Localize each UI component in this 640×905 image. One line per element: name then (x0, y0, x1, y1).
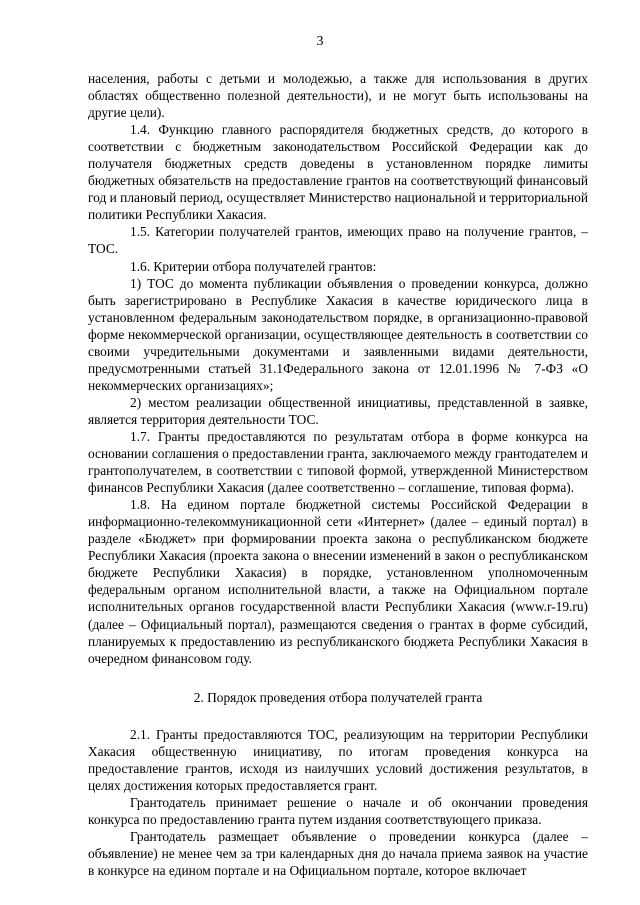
paragraph-1-6-item-2: 2) местом реализации общественной инициативы, представленной в заявке, является территория деятельности ТОС. (88, 394, 588, 427)
page-number: 3 (316, 34, 324, 49)
paragraph-1-8: 1.8. На едином портале бюджетной системы Российской Федерации в информационно-телекоммуникационной сети «Интернет» (далее – единый портал) в разделе «Бюджет» при формировании проекта закона о республиканском бюджете Республики Хакасия (проекта закона о внесении изменений в закон о республиканском бюджете Республики Хакасия) в порядке, установленном уполномоченным федеральным органом исполнительной власти, а также на Официальном портале исполнительных органов государственной власти Республики Хакасия (www.r-19.ru) (далее – Официальный портал), размещаются сведения о грантах в форме субсидий, планируемых к предоставлению из республиканского бюджета Республики Хакасия в очередном финансовом году. (88, 497, 588, 666)
paragraph-2-1: 2.1. Гранты предоставляются ТОС, реализующим на территории Республики Хакасия общественную инициативу, по итогам проведения конкурса на предоставление грантов, исходя из наилучших условий достижения результатов, в целях достижения которых предоставляется грант. (88, 726, 588, 793)
section-2-heading: 2. Порядок проведения отбора получателей гранта (193, 689, 483, 705)
document-body (88, 70, 588, 879)
paragraph-1-7: 1.7. Гранты предоставляются по результатам отбора в форме конкурса на основании соглашения о предоставлении гранта, заключаемого между грантодателем и грантополучателем, в соответствии с типовой формой, утвержденной Министерством финансов Республики Хакасия (далее соответственно – соглашение, типовая форма). (88, 428, 588, 496)
paragraph-2-1-decision: Грантодатель принимает решение о начале и об окончании проведения конкурса по предоставлению гранта путем издания соответствующего приказа. (88, 794, 588, 827)
paragraph-1-4: 1.4. Функцию главного распорядителя бюджетных средств, до которого в соответствии с бюджетным законодательством Российской Федерации как до получателя бюджетных средств доведены в установленном порядке лимиты бюджетных обязательств на предоставление грантов на соответствующий финансовый год и плановый период, осуществляет Министерство национальной и территориальной политики Республики Хакасия. (88, 122, 588, 223)
paragraph-1-5: 1.5. Категории получателей грантов, имеющих право на получение грантов, – ТОС. (88, 224, 588, 257)
paragraph-1-6: 1.6. Критерии отбора получателей грантов: (130, 258, 377, 274)
paragraph-1-6-item-1: 1) ТОС до момента публикации объявления о проведении конкурса, должно быть зарегистрировано в Республике Хакасия в качестве юридического лица в установленном федеральным законодательством порядке, в организационно-правовой форме некоммерческой организации, осуществляющее деятельность в соответствии со своими учредительными документами и заявленными видами деятельности, предусмотренными статьей 31.1Федерального закона от 12.01.1996 № 7-ФЗ «О некоммерческих организациях»; (88, 275, 588, 393)
paragraph-continuation: населения, работы с детьми и молодежью, а также для использования в других областях общественно полезной деятельности), и не могут быть использованы на другие цели). (88, 71, 588, 121)
paragraph-2-1-announcement: Грантодатель размещает объявление о проведении конкурса (далее – объявление) не менее чем за три календарных дня до начала приема заявок на участие в конкурсе на едином портале и на Официальном портале, которое включает (88, 828, 588, 879)
